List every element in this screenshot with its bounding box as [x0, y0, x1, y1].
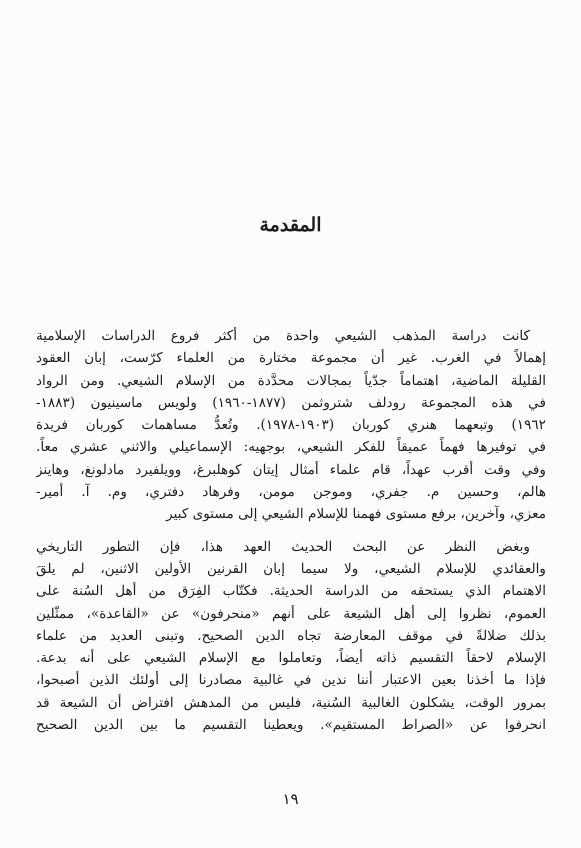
- text-line: بذلك ضلالةً في موقف المعارضة تجاه الدين الصحيح. وتبنى العديد من علماء: [36, 627, 546, 644]
- body-text: [36, 325, 546, 736]
- text-line: العموم، نظروا إلى أهل الشيعة على أنهم «منحرفون» عن «القاعدة»، ممثّلين: [36, 605, 546, 622]
- text-line: والعقائدي للإسلام الشيعي، ولا سيما إبان القرنين الأولين الاثنين، لم يلقَ: [36, 560, 546, 577]
- text-line: كانت دراسة المذهب الشيعي واحدة من أكثر فروع الدراسات الإسلامية: [36, 328, 530, 344]
- text-line: القليلة الماضية، اهتماماً جدّياً بمجالات محدَّدة من الإسلام الشيعي. ومن الرواد: [36, 372, 546, 389]
- text-line: إهمالاً في الغرب. غير أن مجموعة مختارة من العلماء كرّست، إبان العقود: [36, 350, 546, 367]
- text-line: هالم، وحسين م. جفري، وموجن مومن، وفرهاد دفتري، وم. آ. أمير-: [36, 484, 546, 501]
- text-line: في هذه المجموعة رودلف شتروثمن (١٨٧٧-١٩٦٠) ولويس ماسينيون (١٨٨٣-: [36, 394, 546, 411]
- chapter-title: المقدمة: [259, 214, 322, 236]
- paragraph-2: [36, 536, 546, 737]
- text-line: فإذا ما أخذنا بعين الاعتبار أننا ندين في غالبية مصادرنا إلى أولئك الذين أصبحوا،: [36, 672, 546, 689]
- page-number: ١٩: [282, 790, 299, 808]
- text-line: بمرور الوقت، يشكلون الغالبية السُنية، فليس من المدهش افتراض أن الشيعة قد: [36, 694, 546, 711]
- text-line: انحرفوا عن «الصراط المستقيم». ويعطينا التقسيم ما بين الدين الصحيح: [36, 717, 546, 734]
- text-line: في توفيرها فهماً عميقاً للفكر الشيعي، بوجهيه: الإسماعيلي والاثني عشري معاً.: [36, 439, 546, 456]
- paragraph-1: [36, 325, 546, 526]
- paragraph-gap: [36, 526, 546, 536]
- text-line: الإسلام لاحقاً التقسيم ذاته أيضاً، وتعاملوا مع الإسلام الشيعي على أنه بدعة.: [36, 650, 546, 667]
- text-line: معزي، وآخرين، برفع مستوى فهمنا للإسلام الشيعي إلى مستوى كبير: [166, 506, 546, 523]
- text-line: ١٩٦٢) وتبعهما هنري كوربان (١٩٠٣-١٩٧٨). وتُعدُّ مساهمات كوربان فريدة: [36, 417, 546, 434]
- text-line: وبغض النظر عن البحث الحديث العهد هذا، فإن التطور التاريخي: [36, 538, 530, 555]
- text-line: الاهتمام الذي يستحقه من الدراسة الحديثة. فكتّاب الفِرَق من أهل السُنة على: [36, 583, 546, 600]
- text-line: وفي وقت أقرب عهداً، قام علماء أمثال إيتان كوهلبرغ، وويلفيرد مادلونغ، وهاينز: [36, 461, 546, 478]
